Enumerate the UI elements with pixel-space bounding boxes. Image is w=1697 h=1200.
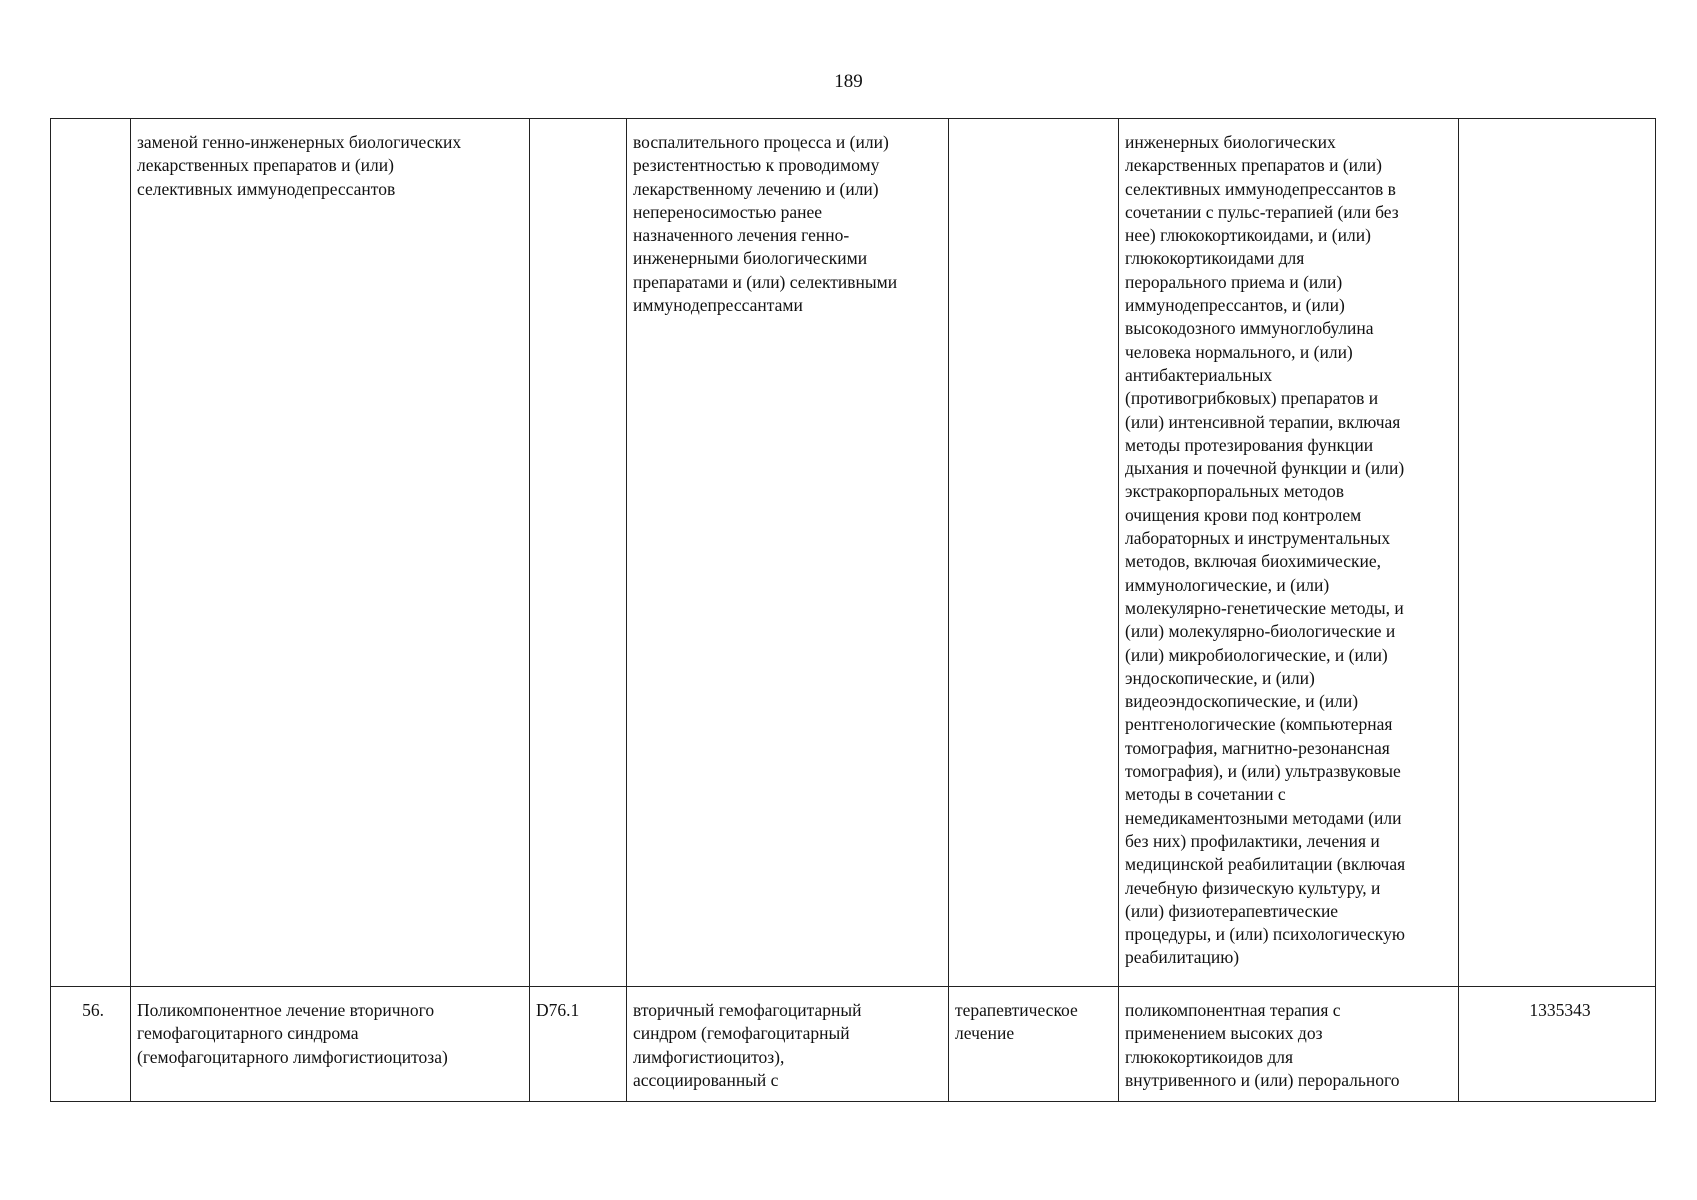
icd-code-cell: D76.1 xyxy=(530,987,627,1102)
medical-care-table xyxy=(50,118,1656,1102)
table-row xyxy=(51,119,1656,987)
treatment-method-cell: инженерных биологических лекарственных препаратов и (или) селективных иммунодепрессантов в сочетании с пульс-терапией (или без нее) глюкокортикоидами, и (или) глюкокортикоидами для перорального приема и (или) иммунодепрессантов, и (или) высокодозного иммуноглобулина человека нормального, и (или) антибактериальных (противогрибковых) препаратов и (или) интенсивной терапии, включая методы протезирования функции дыхания и почечной функции и (или) экстракорпоральных методов очищения крови под контролем лабораторных и инструментальных методов, включая биохимические, иммунологические, и (или) молекулярно-генетические методы, и (или) молекулярно-биологические и (или) микробиологические, и (или) эндоскопические, и (или) видеоэндоскопические, и (или) рентгенологические (компьютерная томография, магнитно-резонансная томография), и (или) ультразвуковые методы в сочетании с немедикаментозными методами (или без них) профилактики, лечения и медицинской реабилитации (включая лечебную физическую культуру, и (или) физиотерапевтические процедуры, и (или) психологическую реабилитацию) xyxy=(1119,119,1459,987)
cost-cell xyxy=(1459,119,1656,987)
table-row xyxy=(51,987,1656,1102)
patient-model-cell: вторичный гемофагоцитарный синдром (гемофагоцитарный лимфогистиоцитоз), ассоциированный с xyxy=(627,987,949,1102)
row-number-cell: 56. xyxy=(51,987,131,1102)
treatment-method-cell: поликомпонентная терапия с применением высоких доз глюкокортикоидов для внутривенного и (или) перорального xyxy=(1119,987,1459,1102)
page-number: 189 xyxy=(834,71,863,92)
row-number-cell xyxy=(51,119,131,987)
treatment-type-cell: терапевтическое лечение xyxy=(949,987,1119,1102)
patient-model-cell: воспалительного процесса и (или) резистентностью к проводимому лекарственному лечению и (или) непереносимостью ранее назначенного лечения генно- инженерными биологическими препаратами и (или) селективными иммунодепрессантами xyxy=(627,119,949,987)
treatment-type-cell xyxy=(949,119,1119,987)
cost-cell: 1335343 xyxy=(1459,987,1656,1102)
icd-code-cell xyxy=(530,119,627,987)
care-type-name-cell: Поликомпонентное лечение вторичного гемофагоцитарного синдрома (гемофагоцитарного лимфогистиоцитоза) xyxy=(131,987,530,1102)
care-type-name-cell: заменой генно-инженерных биологических лекарственных препаратов и (или) селективных иммунодепрессантов xyxy=(131,119,530,987)
